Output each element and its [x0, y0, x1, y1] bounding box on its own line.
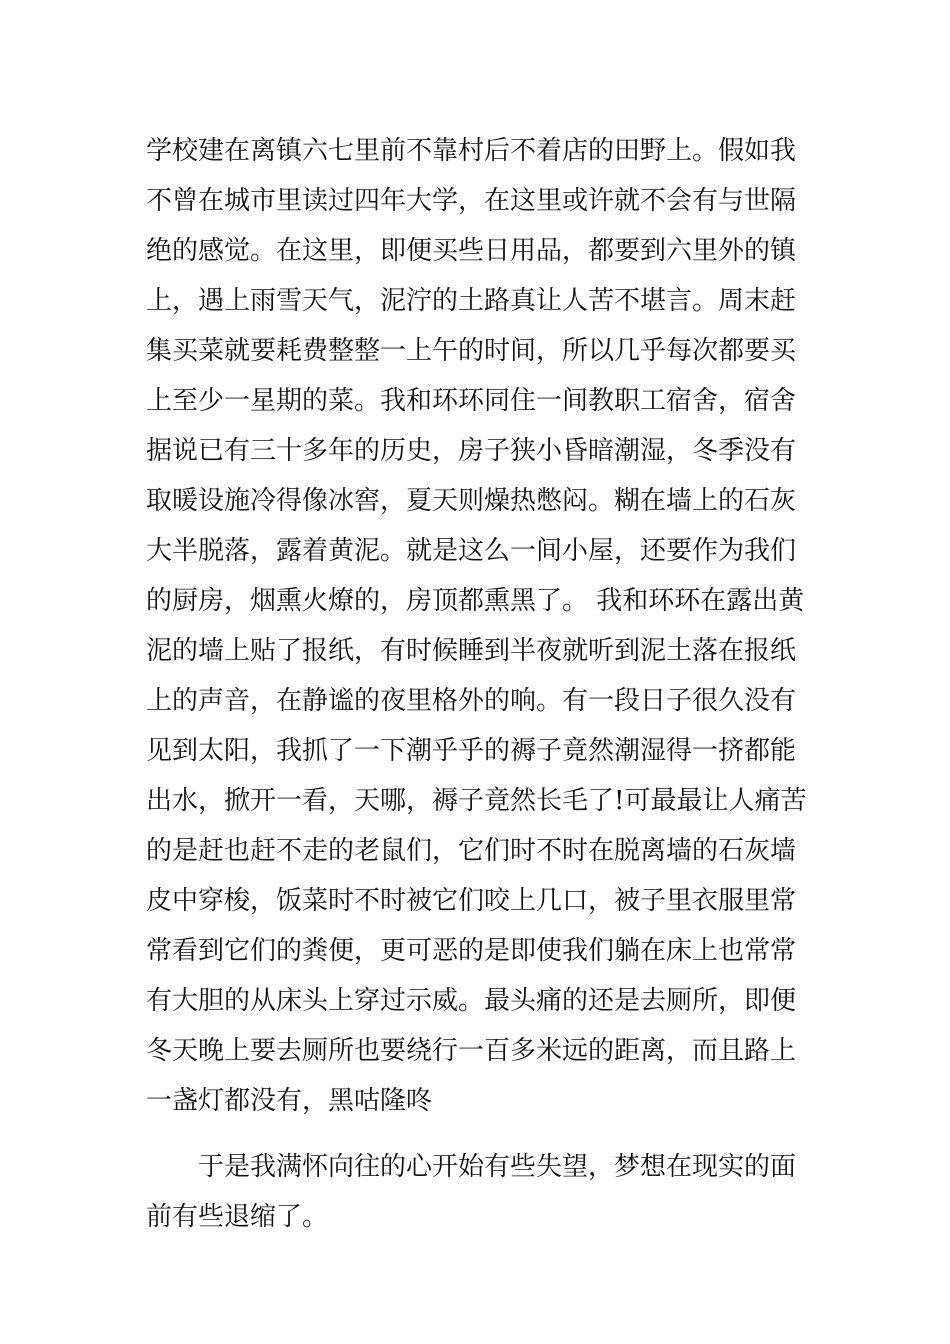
paragraph-1 — [146, 126, 806, 1126]
text-line: 上，遇上雨雪天气，泥泞的土路真让人苦不堪言。周末赶 — [146, 286, 797, 316]
text-line: 绝的感觉。在这里，即便买些日用品，都要到六里外的镇 — [146, 236, 797, 266]
body-text — [146, 126, 806, 1242]
text-line: 学校建在离镇六七里前不靠村后不着店的田野上。假如我 — [146, 136, 797, 166]
text-line: 据说已有三十多年的历史，房子狭小昏暗潮湿，冬季没有 — [146, 436, 797, 466]
text-line: 一盏灯都没有，黑咕隆咚 — [146, 1086, 433, 1116]
text-line: 皮中穿梭，饭菜时不时被它们咬上几口，被子里衣服里常 — [146, 886, 797, 916]
text-line: 于是我满怀向往的心开始有些失望，梦想在现实的面 — [146, 1152, 797, 1182]
text-line: 有大胆的从床头上穿过示威。最头痛的还是去厕所，即便 — [146, 986, 797, 1016]
text-line: 冬天晚上要去厕所也要绕行一百多米远的距离，而且路上 — [146, 1036, 797, 1066]
paragraph-gap — [146, 1126, 806, 1142]
text-line: 不曾在城市里读过四年大学，在这里或许就不会有与世隔 — [146, 186, 797, 216]
text-line: 取暖设施冷得像冰窖，夏天则燥热憋闷。糊在墙上的石灰 — [146, 486, 797, 516]
text-line: 前有些退缩了。 — [146, 1202, 329, 1232]
text-line: 上的声音，在静谧的夜里格外的响。有一段日子很久没有 — [146, 686, 797, 716]
text-line: 见到太阳，我抓了一下潮乎乎的褥子竟然潮湿得一挤都能 — [146, 736, 797, 766]
text-line: 的厨房，烟熏火燎的，房顶都熏黑了。 我和环环在露出黄 — [146, 586, 805, 616]
paragraph-2 — [146, 1142, 806, 1242]
text-line: 集买菜就要耗费整整一上午的时间，所以几乎每次都要买 — [146, 336, 797, 366]
text-line: 的是赶也赶不走的老鼠们，它们时不时在脱离墙的石灰墙 — [146, 836, 797, 866]
text-line: 出水，掀开一看，天哪，褥子竟然长毛了!可最最让人痛苦 — [146, 786, 806, 816]
text-line: 大半脱落，露着黄泥。就是这么一间小屋，还要作为我们 — [146, 536, 797, 566]
text-line: 泥的墙上贴了报纸，有时候睡到半夜就听到泥土落在报纸 — [146, 636, 797, 666]
text-line: 上至少一星期的菜。我和环环同住一间教职工宿舍，宿舍 — [146, 386, 797, 416]
text-line: 常看到它们的粪便，更可恶的是即使我们躺在床上也常常 — [146, 936, 797, 966]
